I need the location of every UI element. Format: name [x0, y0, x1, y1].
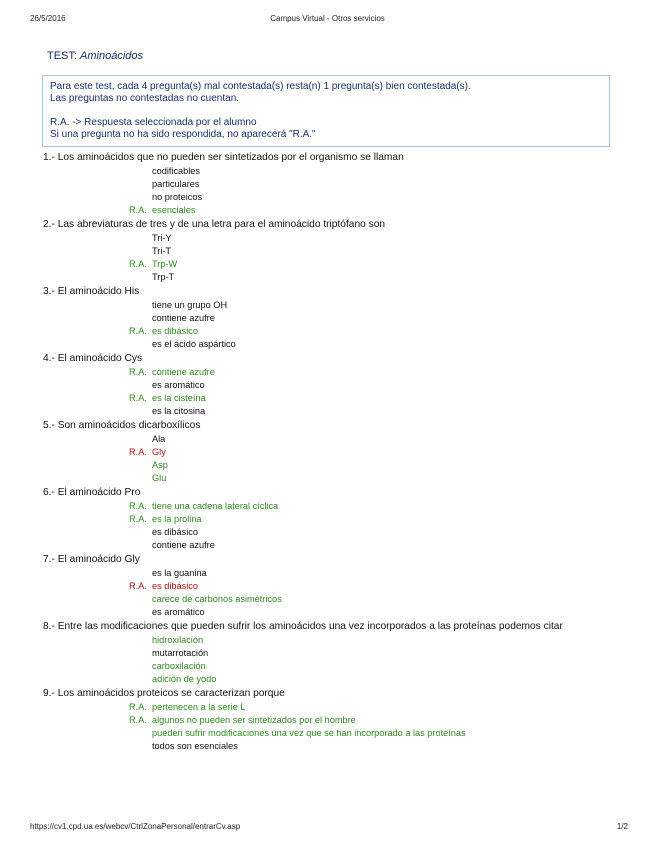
print-header	[0, 14, 655, 26]
question-text: 2.- Las abreviaturas de tres y de una letra para el aminoácido triptófano son	[43, 219, 386, 230]
answer-option	[42, 701, 602, 714]
question-text: 3.- El aminoácido His	[43, 286, 140, 297]
answer-list	[42, 567, 602, 620]
question-text: 9.- Los aminoácidos proteicos se caracterizan porque	[43, 688, 285, 699]
answer-option	[42, 325, 602, 338]
answer-list	[42, 165, 602, 218]
answer-list	[42, 433, 602, 486]
answer-option	[42, 634, 602, 647]
answer-option	[42, 647, 602, 660]
answer-text: contiene azufre	[152, 540, 215, 550]
answer-text: carboxilación	[152, 661, 206, 671]
question-item	[42, 352, 602, 419]
answer-option	[42, 673, 602, 686]
question-text: 7.- El aminoácido Gly	[43, 554, 140, 565]
question-item	[42, 620, 602, 687]
answer-option	[42, 593, 602, 606]
answer-list	[42, 701, 602, 754]
answer-text: codificables	[152, 166, 201, 176]
answer-text: pueden sufrir modificaciones una vez que se han incorporado a las proteínas	[152, 728, 466, 738]
test-info-box	[42, 75, 610, 147]
answer-text: es la guanina	[152, 568, 207, 578]
answer-text: Tri-T	[152, 246, 172, 256]
selected-answer-marker: R.A.	[129, 501, 147, 511]
answer-option	[42, 740, 602, 753]
selected-answer-marker: R.A.	[129, 715, 147, 725]
question-item	[42, 151, 602, 218]
answer-text: Glu	[152, 473, 167, 483]
question-item	[42, 419, 602, 486]
answer-text: contiene azufre	[152, 313, 215, 323]
question-text: 8.- Entre las modificaciones que pueden sufrir los aminoácidos una vez incorporados a las proteínas podemos citar	[43, 621, 563, 632]
answer-option	[42, 539, 602, 552]
selected-answer-marker: R.A.	[129, 581, 147, 591]
test-content	[42, 48, 612, 147]
answer-option	[42, 567, 602, 580]
answer-text: es dibásico	[152, 581, 198, 591]
test-name: Aminoácidos	[80, 50, 143, 62]
question-text: 1.- Los aminoácidos que no pueden ser sintetizados por el organismo se llaman	[43, 152, 404, 163]
answer-option	[42, 660, 602, 673]
answer-text: mutarrotación	[152, 648, 209, 658]
question-item	[42, 553, 602, 620]
answer-option	[42, 299, 602, 312]
answer-text: es la cisteína	[152, 393, 206, 403]
answer-text: carece de carbonos asimétricos	[152, 594, 282, 604]
print-footer	[0, 822, 655, 834]
answer-text: esenciales	[152, 205, 196, 215]
selected-answer-marker: R.A.	[129, 393, 147, 403]
selected-answer-marker: R.A.	[129, 205, 147, 215]
answer-option	[42, 232, 602, 245]
info-line-penalty: Para este test, cada 4 pregunta(s) mal contestada(s) resta(n) 1 pregunta(s) bien contestada(s).	[50, 81, 471, 92]
answer-text: Asp	[152, 460, 168, 470]
answer-text: tiene un grupo OH	[152, 300, 228, 310]
answer-text: es aromático	[152, 607, 205, 617]
answer-text: Trp-T	[152, 272, 175, 282]
selected-answer-marker: R.A.	[129, 367, 147, 377]
answer-text: es dibásico	[152, 527, 198, 537]
answer-text: Ala	[152, 434, 166, 444]
answer-list	[42, 500, 602, 553]
answer-option	[42, 446, 602, 459]
answer-text: es dibásico	[152, 326, 198, 336]
answer-option	[42, 513, 602, 526]
answer-option	[42, 271, 602, 284]
answer-option	[42, 392, 602, 405]
selected-answer-marker: R.A.	[129, 702, 147, 712]
answer-option	[42, 459, 602, 472]
selected-answer-marker: R.A.	[129, 514, 147, 524]
question-item	[42, 486, 602, 553]
answer-option	[42, 727, 602, 740]
answer-list	[42, 634, 602, 687]
answer-list	[42, 299, 602, 352]
answer-option	[42, 500, 602, 513]
answer-text: pertenecen a la serie L	[152, 702, 246, 712]
question-text: 6.- El aminoácido Pro	[43, 487, 141, 498]
answer-text: todos son esenciales	[152, 741, 238, 751]
print-date: 26/5/2016	[30, 14, 66, 23]
answer-list	[42, 232, 602, 285]
page-number: 1/2	[616, 822, 628, 831]
answer-text: contiene azufre	[152, 367, 215, 377]
answer-text: tiene una cadena lateral cíclica	[152, 501, 279, 511]
answer-option	[42, 405, 602, 418]
question-item	[42, 218, 602, 285]
answer-text: es la citosina	[152, 406, 206, 416]
answer-option	[42, 714, 602, 727]
answer-option	[42, 526, 602, 539]
test-title	[47, 48, 612, 64]
answer-text: es la prolina	[152, 514, 202, 524]
info-line-ra-note: Si una pregunta no ha sido respondida, no aparecerá "R.A."	[50, 129, 316, 140]
answer-text: es aromático	[152, 380, 205, 390]
question-list	[42, 151, 602, 754]
answer-option	[42, 258, 602, 271]
question-item	[42, 687, 602, 754]
answer-option	[42, 433, 602, 446]
answer-option	[42, 178, 602, 191]
answer-text: particulares	[152, 179, 200, 189]
answer-option	[42, 245, 602, 258]
answer-text: hidroxilación	[152, 635, 204, 645]
answer-text: no proteicos	[152, 192, 203, 202]
answer-option	[42, 191, 602, 204]
print-title: Campus Virtual - Otros servicios	[270, 14, 385, 23]
answer-option	[42, 165, 602, 178]
answer-option	[42, 580, 602, 593]
answer-option	[42, 472, 602, 485]
answer-option	[42, 366, 602, 379]
answer-option	[42, 338, 602, 351]
answer-text: Tri-Y	[152, 233, 172, 243]
answer-text: adición de yodo	[152, 674, 217, 684]
answer-list	[42, 366, 602, 419]
answer-text: Gly	[152, 447, 166, 457]
selected-answer-marker: R.A.	[129, 447, 147, 457]
answer-option	[42, 312, 602, 325]
answer-text: algunos no pueden ser sintetizados por el hombre	[152, 715, 356, 725]
print-url: https://cv1.cpd.ua.es/webcv/CtrlZonaPersonal/entrarCv.asp	[30, 822, 241, 831]
question-text: 5.- Son aminoácidos dicarboxílicos	[43, 420, 201, 431]
answer-text: es el ácido aspártico	[152, 339, 236, 349]
info-line-unanswered: Las preguntas no contestadas no cuentan.	[50, 93, 240, 104]
answer-text: Trp-W	[152, 259, 178, 269]
selected-answer-marker: R.A.	[129, 326, 147, 336]
info-line-ra-legend: R.A. -> Respuesta seleccionada por el alumno	[50, 117, 257, 128]
test-title-prefix: TEST:	[47, 50, 81, 62]
answer-option	[42, 606, 602, 619]
question-item	[42, 285, 602, 352]
selected-answer-marker: R.A.	[129, 259, 147, 269]
answer-option	[42, 379, 602, 392]
question-text: 4.- El aminoácido Cys	[43, 353, 143, 364]
answer-option	[42, 204, 602, 217]
